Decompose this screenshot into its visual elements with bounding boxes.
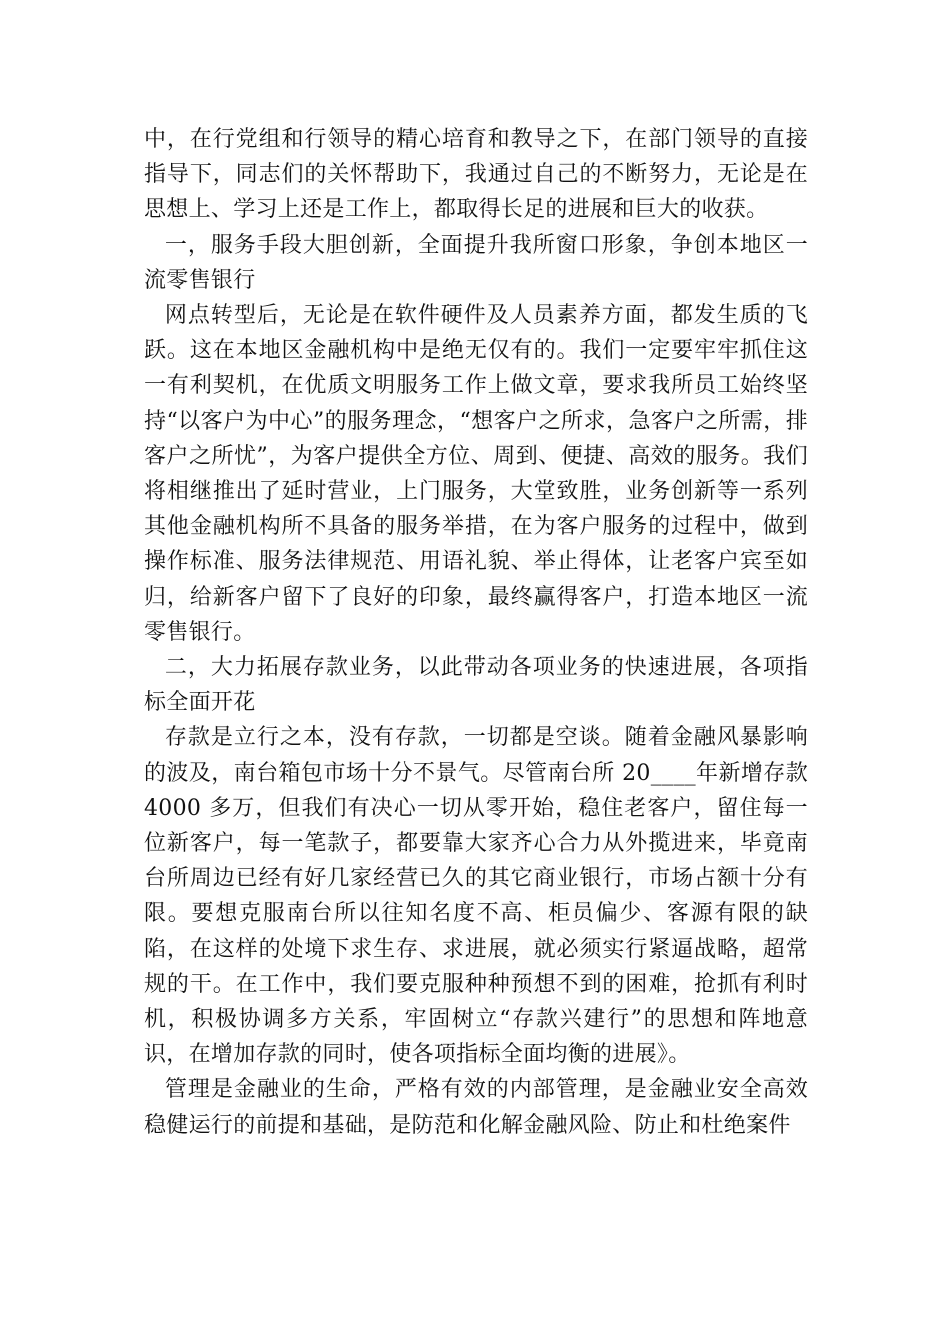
section-heading-2: 二，大力拓展存款业务，以此带动各项业务的快速进展，各项指标全面开花 xyxy=(144,655,808,716)
paragraph-management: 管理是金融业的生命，严格有效的内部管理，是金融业安全高效稳健运行的前提和基础，是防范和化解金融风险、防止和杜绝案件 xyxy=(144,1077,808,1138)
paragraph-deposits: 存款是立行之本，没有存款，一切都是空谈。随着金融风暴影响的波及，南台箱包市场十分不景气。尽管南台所 20____年新增存款4000 多万，但我们有决心一切从零开始，稳住老客户，留住每一位新客户，每一笔款子，都要靠大家齐心合力从外揽进来，毕竟南台所周边已经有好几家经营已久的其它商业银行，市场占额十分有限。要想克服南台所以往知名度不高、柜员偏少、客源有限的缺陷，在这样的处境下求生存、求进展，就必须实行紧逼战略，超常规的干。在工作中，我们要克服种种预想不到的困难，抢抓有利时机，积极协调多方关系，牢固树立“存款兴建行”的思想和阵地意识，在增加存款的同时，使各项指标全面均衡的进展》。 xyxy=(144,725,808,1068)
document-page xyxy=(144,122,808,1143)
paragraph-service: 网点转型后，无论是在软件硬件及人员素养方面，都发生质的飞跃。这在本地区金融机构中是绝无仅有的。我们一定要牢牢抓住这一有利契机，在优质文明服务工作上做文章，要求我所员工始终坚持“以客户为中心”的服务理念，“想客户之所求，急客户之所需，排客户之所忧”，为客户提供全方位、周到、便捷、高效的服务。我们将相继推出了延时营业，上门服务，大堂致胜，业务创新等一系列其他金融机构所不具备的服务举措，在为客户服务的过程中，做到操作标准、服务法律规范、用语礼貌、举止得体，让老客户宾至如归，给新客户留下了良好的印象，最终赢得客户，打造本地区一流零售银行。 xyxy=(144,303,808,645)
section-heading-1: 一，服务手段大胆创新，全面提升我所窗口形象，争创本地区一流零售银行 xyxy=(144,232,808,293)
paragraph-intro: 中，在行党组和行领导的精心培育和教导之下，在部门领导的直接指导下，同志们的关怀帮助下，我通过自己的不断努力，无论是在思想上、学习上还是工作上，都取得长足的进展和巨大的收获。 xyxy=(144,127,808,223)
